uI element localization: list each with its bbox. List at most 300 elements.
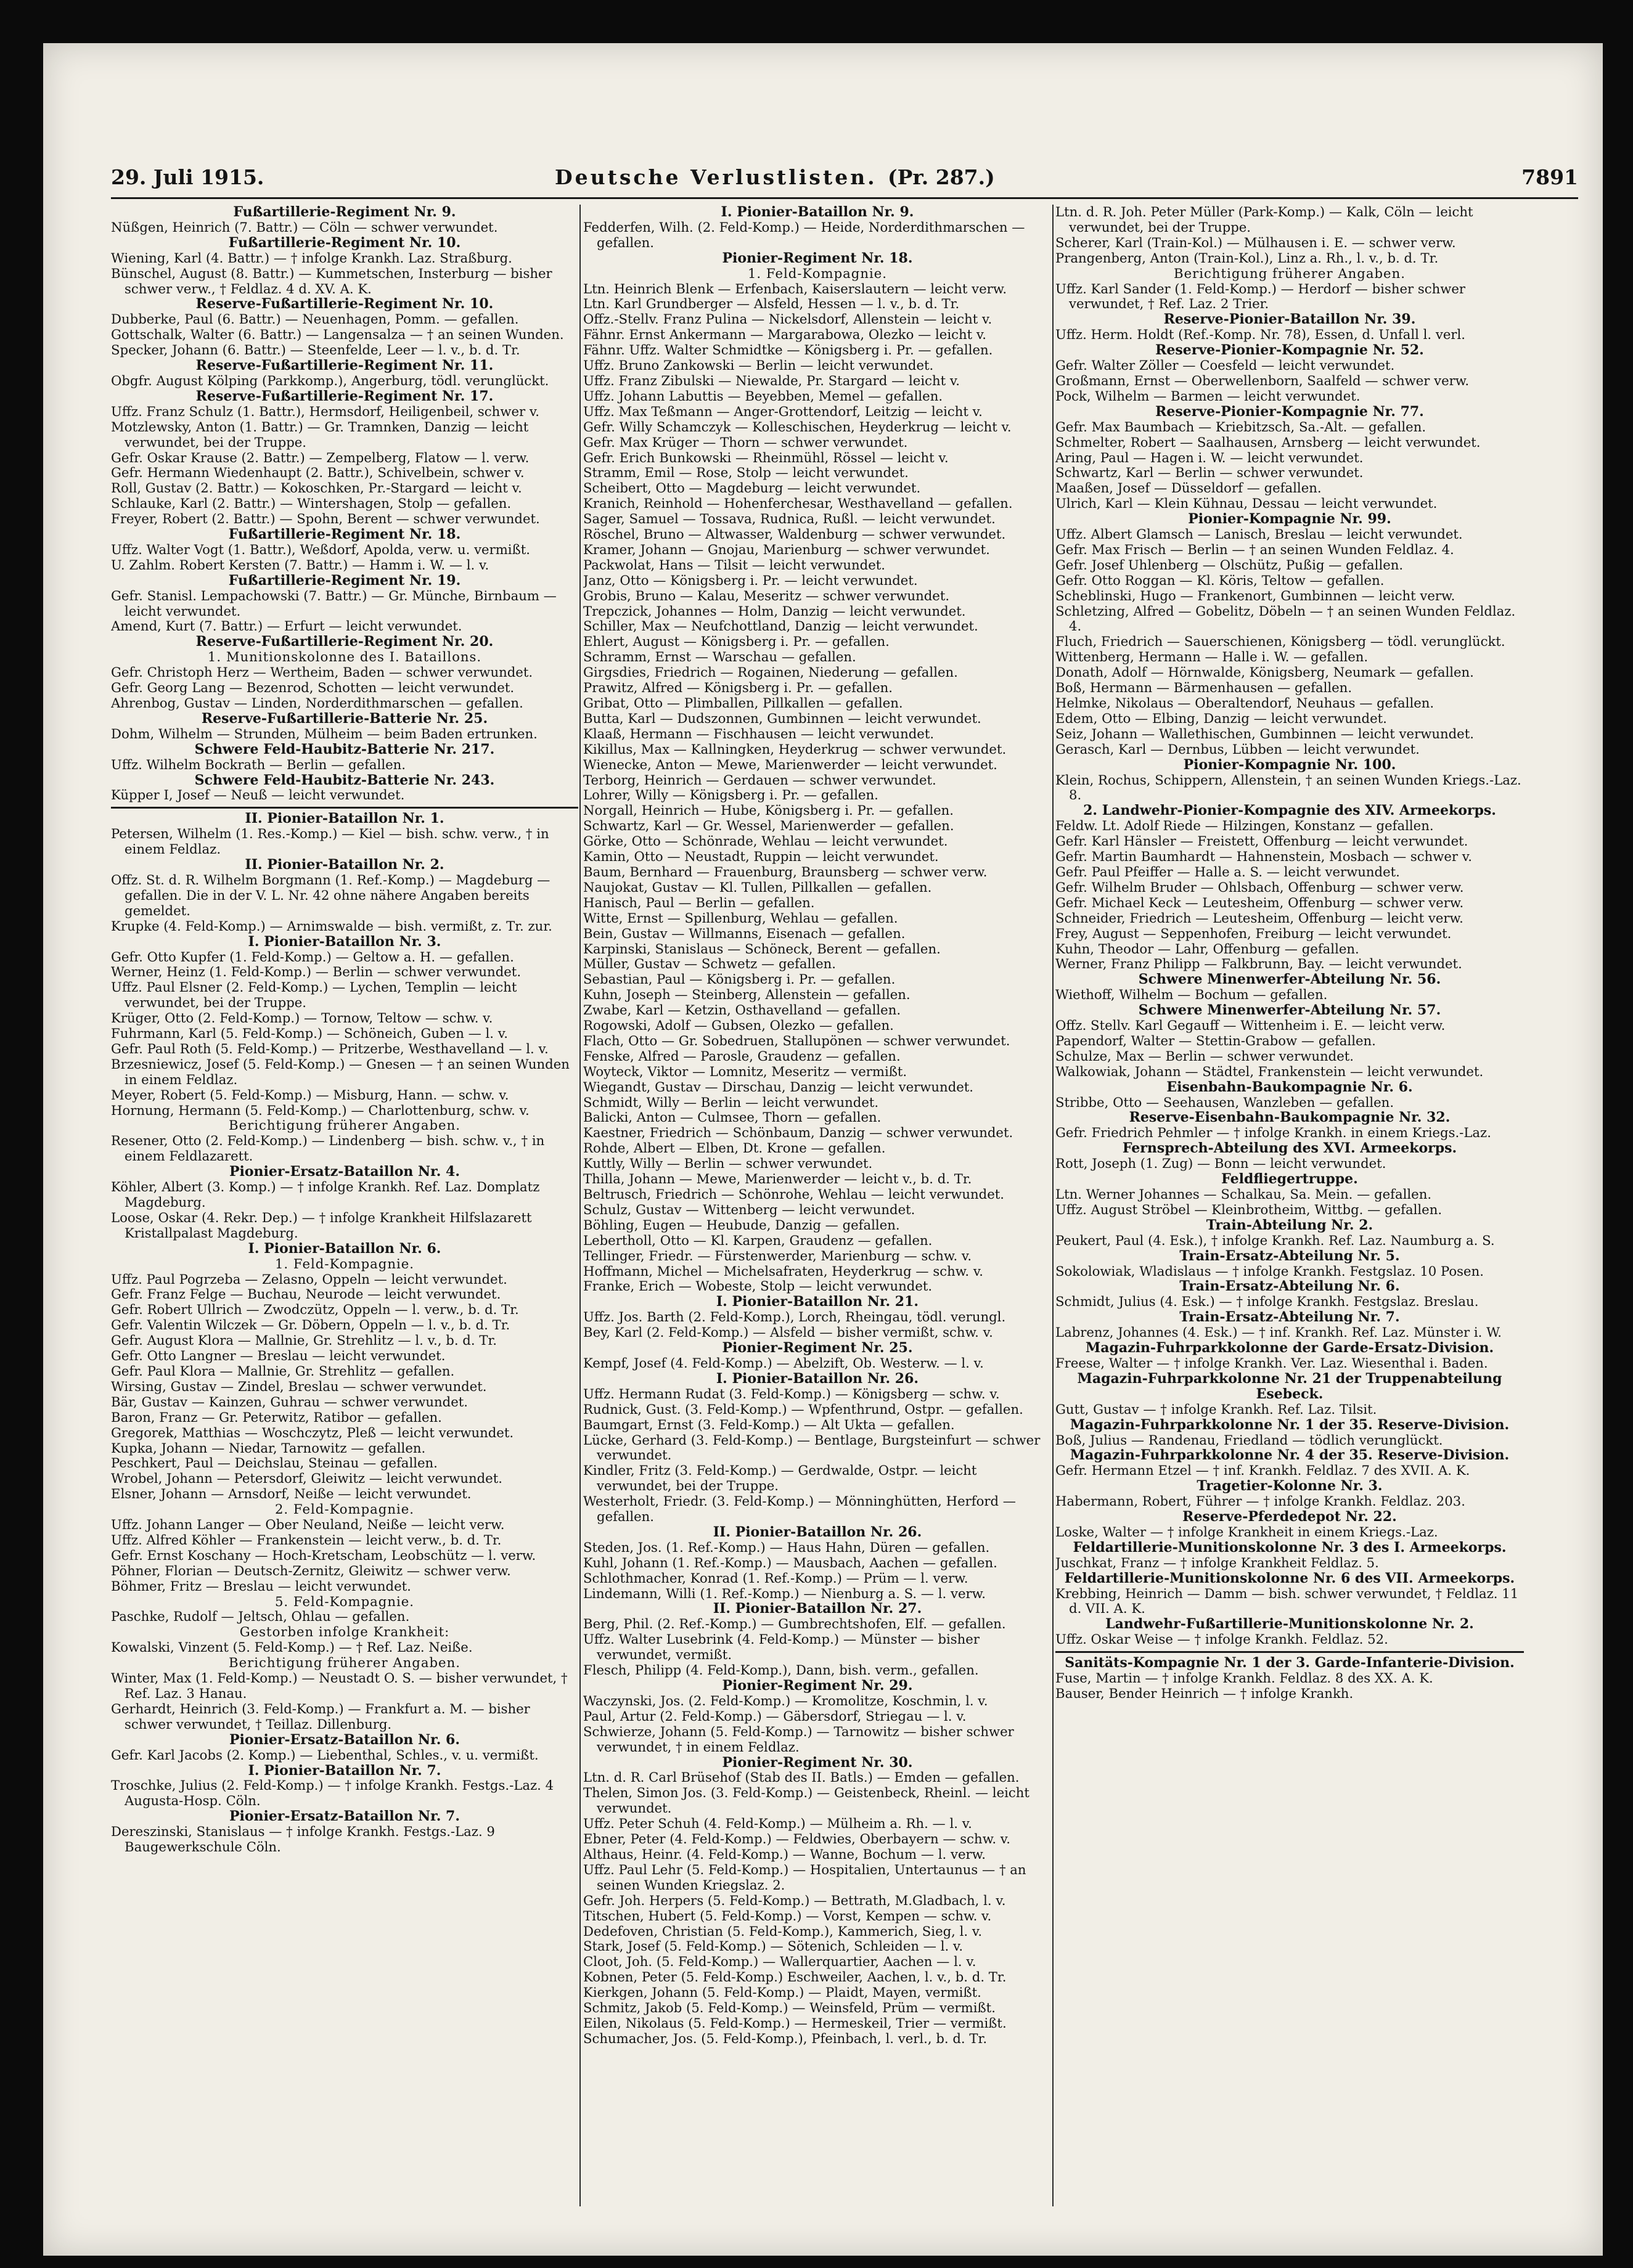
unit-heading: Magazin-Fuhrparkkolonne der Garde-Ersatz-Division. <box>1085 1340 1494 1356</box>
casualty-entry: Schwierze, Johann (5. Feld-Komp.) — Tarnowitz — bisher schwer verwundet, † in einem Feldlaz. <box>583 1723 1014 1755</box>
page-header <box>111 165 1578 194</box>
casualty-entry: Lebertholl, Otto — Kl. Karpen, Graudenz — gefallen. <box>583 1232 933 1248</box>
casualty-entry: Fedderfen, Wilh. (2. Feld-Komp.) — Heide, Norderdithmarschen — gefallen. <box>583 219 1025 250</box>
casualty-entry: Scherer, Karl (Train-Kol.) — Mülhausen i. E. — schwer verw. <box>1055 234 1456 250</box>
unit-heading: Reserve-Pionier-Kompagnie Nr. 52. <box>1155 342 1424 359</box>
casualty-entry: Uffz. Walter Lusebrink (4. Feld-Komp.) — Münster — bisher verwundet, vermißt. <box>583 1631 980 1663</box>
casualty-entry: Balicki, Anton — Culmsee, Thorn — gefallen. <box>583 1109 882 1125</box>
section-rule <box>111 807 578 809</box>
unit-heading: Pionier-Regiment Nr. 30. <box>722 1754 913 1771</box>
casualty-entry: Butta, Karl — Dudszonnen, Gumbinnen — leicht verwundet. <box>583 710 981 726</box>
casualty-entry: Gribat, Otto — Plimballen, Pillkallen — gefallen. <box>583 695 903 711</box>
casualty-entry: Uffz. Alfred Köhler — Frankenstein — leicht verw., b. d. Tr. <box>111 1532 502 1548</box>
casualty-entry: Scheblinski, Hugo — Frankenort, Gumbinnen — leicht verw. <box>1055 587 1455 603</box>
unit-heading: Pionier-Ersatz-Bataillon Nr. 6. <box>229 1731 460 1748</box>
casualty-entry: Schmitz, Jakob (5. Feld-Komp.) — Weinsfeld, Prüm — vermißt. <box>583 2000 996 2016</box>
casualty-entry: Schletzing, Alfred — Gobelitz, Döbeln — † an seinen Wunden Feldlaz. 4. <box>1055 603 1516 634</box>
casualty-entry: Gefr. Friedrich Pehmler — † infolge Krankh. in einem Kriegs.-Laz. <box>1055 1125 1491 1141</box>
unit-heading: II. Pionier-Bataillon Nr. 1. <box>245 810 444 827</box>
casualty-entry: Uffz. Max Teßmann — Anger-Grottendorf, Leitzig — leicht v. <box>583 403 983 419</box>
unit-heading: Magazin-Fuhrparkkolonne Nr. 4 der 35. Reserve-Division. <box>1070 1447 1510 1464</box>
casualty-entry: Werner, Franz Philipp — Falkbrunn, Bay. — leicht verwundet. <box>1055 956 1462 972</box>
casualty-entry: Gefr. Karl Hänsler — Freistett, Offenburg — leicht verwundet. <box>1055 833 1468 849</box>
column-1 <box>111 205 578 2206</box>
casualty-entry: Wirsing, Gustav — Zindel, Breslau — schwer verwundet. <box>111 1378 487 1394</box>
casualty-entry: Zwabe, Karl — Ketzin, Osthavelland — gefallen. <box>583 1002 901 1018</box>
casualty-entry: Ltn. d. R. Carl Brüsehof (Stab des II. Batls.) — Emden — gefallen. <box>583 1769 1020 1785</box>
unit-heading: Landwehr-Fußartillerie-Munitionskolonne Nr. 2. <box>1105 1616 1474 1633</box>
casualty-entry: Gutt, Gustav — † infolge Krankh. Ref. Laz. Tilsit. <box>1055 1401 1377 1417</box>
casualty-entry: Kamin, Otto — Neustadt, Ruppin — leicht verwundet. <box>583 849 939 865</box>
casualty-entry: Waczynski, Jos. (2. Feld-Komp.) — Kromolitze, Koschmin, l. v. <box>583 1692 988 1708</box>
unit-heading: Schwere Feld-Haubitz-Batterie Nr. 217. <box>194 741 495 757</box>
subheading: 1. Feld-Kompagnie. <box>274 1255 415 1271</box>
unit-heading: Reserve-Fußartillerie-Batterie Nr. 25. <box>201 710 488 727</box>
casualty-entry: Ehlert, August — Königsberg i. Pr. — gefallen. <box>583 634 890 650</box>
casualty-entry: Uffz. Jos. Barth (2. Feld-Komp.), Lorch, Rheingau, tödl. verungl. <box>583 1309 1006 1325</box>
casualty-entry: Petersen, Wilhelm (1. Res.-Komp.) — Kiel — bish. schw. verw., † in einem Feldlaz. <box>111 826 549 857</box>
casualty-entry: Gefr. Max Baumbach — Kriebitzsch, Sa.-Alt. — gefallen. <box>1055 418 1426 434</box>
casualty-entry: Boß, Hermann — Bärmenhausen — gefallen. <box>1055 680 1353 696</box>
casualty-entry: Bünschel, August (8. Battr.) — Kummetschen, Insterburg — bisher schwer verw., † Feldlaz. 4 d. XV. A. K. <box>111 265 552 296</box>
casualty-entry: Loske, Walter — † infolge Krankheit in einem Kriegs.-Laz. <box>1055 1524 1438 1540</box>
casualty-entry: Schwartz, Karl — Gr. Wessel, Marienwerder — gefallen. <box>583 818 954 834</box>
casualty-entry: Tellinger, Friedr. — Fürstenwerder, Marienburg — schw. v. <box>583 1247 972 1263</box>
unit-heading: II. Pionier-Bataillon Nr. 27. <box>713 1601 922 1617</box>
unit-heading: Tragetier-Kolonne Nr. 3. <box>1197 1478 1383 1495</box>
casualty-entry: Woyteck, Viktor — Lomnitz, Meseritz — vermißt. <box>583 1063 907 1079</box>
casualty-entry: Gefr. Robert Ullrich — Zwodczütz, Oppeln — l. verw., b. d. Tr. <box>111 1302 519 1318</box>
column-divider <box>1052 205 1054 2206</box>
unit-heading: Eisenbahn-Baukompagnie Nr. 6. <box>1166 1079 1413 1095</box>
casualty-entry: Dubberke, Paul (6. Battr.) — Neuenhagen, Pomm. — gefallen. <box>111 311 519 327</box>
subheading: 5. Feld-Kompagnie. <box>274 1593 415 1609</box>
casualty-entry: Gefr. Franz Felge — Buchau, Neurode — leicht verwundet. <box>111 1286 501 1302</box>
unit-heading: Pionier-Regiment Nr. 29. <box>722 1678 913 1694</box>
unit-heading: Schwere Minenwerfer-Abteilung Nr. 57. <box>1138 1002 1441 1019</box>
casualty-entry: Thelen, Simon Jos. (3. Feld-Komp.) — Geistenbeck, Rheinl. — leicht verwundet. <box>583 1785 1029 1816</box>
casualty-entry: Schlauke, Karl (2. Battr.) — Wintershagen, Stolp — gefallen. <box>111 496 512 512</box>
casualty-entry: Naujokat, Gustav — Kl. Tullen, Pillkallen — gefallen. <box>583 879 932 895</box>
casualty-entry: Stark, Josef (5. Feld-Komp.) — Sötenich, Schleiden — l. v. <box>583 1938 964 1954</box>
casualty-entry: Gefr. Walter Zöller — Coesfeld — leicht verwundet. <box>1055 357 1395 373</box>
casualty-entry: Franke, Erich — Wobeste, Stolp — leicht verwundet. <box>583 1278 933 1294</box>
casualty-entry: Seiz, Johann — Wallethischen, Gumbinnen — leicht verwundet. <box>1055 725 1474 741</box>
casualty-entry: Kempf, Josef (4. Feld-Komp.) — Abelzift, Ob. Westerw. — l. v. <box>583 1355 984 1371</box>
casualty-entry: Görke, Otto — Schönrade, Wehlau — leicht verwundet. <box>583 833 948 849</box>
casualty-entry: Dereszinski, Stanislaus — † infolge Krankh. Festgs.-Laz. 9 Baugewerkschule Cöln. <box>111 1824 495 1855</box>
casualty-entry: Uffz. Johann Langer — Ober Neuland, Neiße — leicht verw. <box>111 1517 505 1533</box>
subheading: Gestorben infolge Krankheit: <box>239 1624 450 1640</box>
casualty-entry: Gefr. Christoph Herz — Wertheim, Baden — schwer verwundet. <box>111 664 533 680</box>
casualty-entry: Schiller, Max — Neufchottland, Danzig — leicht verwundet. <box>583 618 978 634</box>
casualty-entry: Großmann, Ernst — Oberwellenborn, Saalfeld — schwer verw. <box>1055 372 1470 388</box>
casualty-entry: Gefr. Paul Klora — Mallnie, Gr. Strehlitz — gefallen. <box>111 1363 455 1379</box>
casualty-entry: Karpinski, Stanislaus — Schöneck, Berent — gefallen. <box>583 940 941 957</box>
casualty-entry: Packwolat, Hans — Tilsit — leicht verwundet. <box>583 557 885 573</box>
unit-heading: Fußartillerie-Regiment Nr. 18. <box>228 526 461 543</box>
casualty-entry: Gefr. Ernst Koschany — Hoch-Kretscham, Leobschütz — l. verw. <box>111 1547 536 1563</box>
unit-heading: Reserve-Pferdedepot Nr. 22. <box>1182 1509 1397 1525</box>
casualty-entry: Specker, Johann (6. Battr.) — Steenfelde, Leer — l. v., b. d. Tr. <box>111 342 520 358</box>
casualty-entry: Uffz. Herm. Holdt (Ref.-Komp. Nr. 78), Essen, d. Unfall l. verl. <box>1055 327 1466 343</box>
casualty-entry: Hoffmann, Michel — Michelsafraten, Heyderkrug — schw. v. <box>583 1263 984 1279</box>
casualty-entry: Trepczick, Johannes — Holm, Danzig — leicht verwundet. <box>583 603 966 619</box>
casualty-entry: Schmelter, Robert — Saalhausen, Arnsberg — leicht verwundet. <box>1055 434 1481 450</box>
casualty-entry: Peschkert, Paul — Deichslau, Steinau — gefallen. <box>111 1455 438 1471</box>
unit-heading: Train-Ersatz-Abteilung Nr. 6. <box>1179 1278 1400 1295</box>
unit-heading: Feldartillerie-Munitionskolonne Nr. 3 des I. Armeekorps. <box>1073 1539 1507 1556</box>
unit-heading: Fußartillerie-Regiment Nr. 10. <box>228 234 461 251</box>
casualty-entry: Brzesniewicz, Josef (5. Feld-Komp.) — Gnesen — † an seinen Wunden in einem Feldlaz. <box>111 1056 570 1087</box>
casualty-entry: Bein, Gustav — Willmanns, Eisenach — gefallen. <box>583 925 906 941</box>
unit-heading: Pionier-Regiment Nr. 25. <box>722 1340 913 1356</box>
casualty-entry: Ltn. d. R. Joh. Peter Müller (Park-Komp.) — Kalk, Cöln — leicht verwundet, bei der Truppe. <box>1055 205 1473 235</box>
casualty-entry: Schwartz, Karl — Berlin — schwer verwundet. <box>1055 465 1364 481</box>
casualty-entry: Uffz. Walter Vogt (1. Battr.), Weßdorf, Apolda, verw. u. vermißt. <box>111 541 530 557</box>
casualty-entry: Gefr. Michael Keck — Leutesheim, Offenburg — schwer verw. <box>1055 894 1464 910</box>
casualty-entry: Wrobel, Johann — Petersdorf, Gleiwitz — leicht verwundet. <box>111 1471 502 1487</box>
casualty-entry: Müller, Gustav — Schwetz — gefallen. <box>583 956 836 972</box>
casualty-entry: Elsner, Johann — Arnsdorf, Neiße — leicht verwundet. <box>111 1486 472 1502</box>
publication-title: Deutsche Verlustlisten. <box>555 165 877 189</box>
casualty-entry: Kranich, Reinhold — Hohenferchesar, Westhavelland — gefallen. <box>583 496 1013 512</box>
casualty-entry: Rohde, Albert — Elben, Dt. Krone — gefallen. <box>583 1140 886 1156</box>
casualty-entry: Gefr. Willy Schamczyk — Kolleschischen, Heyderkrug — leicht v. <box>583 418 1012 434</box>
casualty-entry: Norgall, Heinrich — Hube, Königsberg i. Pr. — gefallen. <box>583 802 954 818</box>
unit-heading: Magazin-Fuhrparkkolonne Nr. 1 der 35. Reserve-Division. <box>1070 1416 1510 1433</box>
casualty-entry: Rott, Joseph (1. Zug) — Bonn — leicht verwundet. <box>1055 1156 1386 1172</box>
casualty-entry: Donath, Adolf — Hörnwalde, Königsberg, Neumark — gefallen. <box>1055 664 1474 680</box>
casualty-entry: Ahrenbog, Gustav — Linden, Norderdithmarschen — gefallen. <box>111 695 523 711</box>
casualty-entry: Edem, Otto — Elbing, Danzig — leicht verwundet. <box>1055 710 1387 726</box>
casualty-entry: Gefr. Otto Roggan — Kl. Köris, Teltow — gefallen. <box>1055 572 1385 588</box>
casualty-entry: Labrenz, Johannes (4. Esk.) — † inf. Krankh. Ref. Laz. Münster i. W. <box>1055 1324 1502 1340</box>
casualty-entry: Rogowski, Adolf — Gubsen, Olezko — gefallen. <box>583 1018 894 1034</box>
unit-heading: Reserve-Fußartillerie-Regiment Nr. 10. <box>195 296 494 312</box>
unit-heading: Pionier-Kompagnie Nr. 99. <box>1188 511 1391 528</box>
casualty-entry: Uffz. Franz Zibulski — Niewalde, Pr. Stargard — leicht v. <box>583 372 960 388</box>
casualty-entry: Gefr. Karl Jacobs (2. Komp.) — Liebenthal, Schles., v. u. vermißt. <box>111 1747 539 1763</box>
casualty-entry: Uffz. Franz Schulz (1. Battr.), Hermsdorf, Heiligenbeil, schwer v. <box>111 403 540 419</box>
casualty-entry: Wiening, Karl (4. Battr.) — † infolge Krankh. Laz. Straßburg. <box>111 250 512 266</box>
casualty-entry: Baumgart, Ernst (3. Feld-Komp.) — Alt Ukta — gefallen. <box>583 1416 955 1432</box>
issue-date: 29. Juli 1915. <box>111 165 264 189</box>
casualty-entry: Werner, Heinz (1. Feld-Komp.) — Berlin — schwer verwundet. <box>111 964 522 980</box>
newspaper-page <box>43 43 1603 2256</box>
casualty-entry: Köhler, Albert (3. Komp.) — † infolge Krankh. Ref. Laz. Domplatz Magdeburg. <box>111 1179 540 1210</box>
unit-heading: Train-Abteilung Nr. 2. <box>1206 1217 1373 1233</box>
casualty-entry: Kupka, Johann — Niedar, Tarnowitz — gefallen. <box>111 1440 426 1456</box>
unit-heading: Reserve-Eisenbahn-Baukompagnie Nr. 32. <box>1129 1109 1451 1126</box>
casualty-entry: Freyer, Robert (2. Battr.) — Spohn, Berent — schwer verwundet. <box>111 511 540 527</box>
casualty-entry: Frey, August — Seppenhofen, Freiburg — leicht verwundet. <box>1055 925 1452 941</box>
unit-heading: Pionier-Regiment Nr. 18. <box>722 250 913 266</box>
unit-heading: Magazin-Fuhrparkkolonne Nr. 21 der Truppenabteilung Esebeck. <box>1077 1370 1502 1402</box>
unit-heading: 2. Landwehr-Pionier-Kompagnie des XIV. Armeekorps. <box>1083 802 1496 819</box>
casualty-entry: Winter, Max (1. Feld-Komp.) — Neustadt O. S. — bisher verwundet, † Ref. Laz. 3 Hanau. <box>111 1670 568 1701</box>
casualty-entry: Stribbe, Otto — Seehausen, Wanzleben — gefallen. <box>1055 1094 1394 1110</box>
casualty-entry: Hornung, Hermann (5. Feld-Komp.) — Charlottenburg, schw. v. <box>111 1102 530 1118</box>
casualty-entry: Uffz. Hermann Rudat (3. Feld-Komp.) — Königsberg — schw. v. <box>583 1385 1000 1401</box>
casualty-entry: Hanisch, Paul — Berlin — gefallen. <box>583 894 815 910</box>
casualty-entry: Kuhl, Johann (1. Ref.-Komp.) — Mausbach, Aachen — gefallen. <box>583 1554 997 1570</box>
casualty-entry: Uffz. Paul Elsner (2. Feld-Komp.) — Lychen, Templin — leicht verwundet, bei der Truppe. <box>111 979 517 1011</box>
unit-heading: Schwere Feld-Haubitz-Batterie Nr. 243. <box>194 772 495 788</box>
unit-heading: Schwere Minenwerfer-Abteilung Nr. 56. <box>1138 971 1441 988</box>
casualty-entry: Röschel, Bruno — Altwasser, Waldenburg — schwer verwundet. <box>583 526 1006 542</box>
casualty-entry: Gefr. Wilhelm Bruder — Ohlsbach, Offenburg — schwer verw. <box>1055 879 1464 895</box>
casualty-entry: Klein, Rochus, Schippern, Allenstein, † an seinen Wunden Kriegs.-Laz. 8. <box>1055 772 1521 803</box>
casualty-entry: Pöhner, Florian — Deutsch-Zernitz, Gleiwitz — schwer verw. <box>111 1562 511 1578</box>
unit-heading: Reserve-Fußartillerie-Regiment Nr. 20. <box>195 634 494 650</box>
casualty-entry: Thilla, Johann — Mewe, Marienwerder — leicht v., b. d. Tr. <box>583 1171 972 1187</box>
casualty-entry: Ltn. Werner Johannes — Schalkau, Sa. Mein. — gefallen. <box>1055 1186 1432 1202</box>
subheading: 2. Feld-Kompagnie. <box>274 1501 415 1517</box>
unit-heading: I. Pionier-Bataillon Nr. 21. <box>716 1294 919 1310</box>
casualty-entry: Kuhn, Theodor — Lahr, Offenburg — gefallen. <box>1055 940 1359 957</box>
casualty-entry: Uffz. Oskar Weise — † infolge Krankh. Feldlaz. 52. <box>1055 1631 1388 1647</box>
casualty-entry: Gerasch, Karl — Dernbus, Lübben — leicht verwundet. <box>1055 741 1420 757</box>
casualty-entry: Fluch, Friedrich — Sauerschienen, Königsberg — tödl. verunglückt. <box>1055 634 1505 650</box>
casualty-entry: Gefr. Oskar Krause (2. Battr.) — Zempelberg, Flatow — l. verw. <box>111 449 530 465</box>
unit-heading: Pionier-Kompagnie Nr. 100. <box>1183 756 1396 773</box>
casualty-entry: Freese, Walter — † infolge Krankh. Ver. Laz. Wiesenthal i. Baden. <box>1055 1355 1488 1371</box>
casualty-entry: Terborg, Heinrich — Gerdauen — schwer verwundet. <box>583 772 936 788</box>
subheading: 1. Munitionskolonne des I. Bataillons. <box>207 649 482 665</box>
column-2 <box>583 205 1052 2206</box>
casualty-entry: Fuhrmann, Karl (5. Feld-Komp.) — Schöneich, Guben — l. v. <box>111 1026 508 1042</box>
casualty-entry: Kowalski, Vinzent (5. Feld-Komp.) — † Ref. Laz. Neiße. <box>111 1639 473 1655</box>
casualty-entry: Uffz. Karl Sander (1. Feld-Komp.) — Herdorf — bisher schwer verwundet, † Ref. Laz. 2 Trier. <box>1055 280 1466 312</box>
casualty-entry: Girgsdies, Friedrich — Rogainen, Niederung — gefallen. <box>583 664 958 680</box>
column-3 <box>1055 205 1524 2206</box>
casualty-entry: Dohm, Wilhelm — Strunden, Mülheim — beim Baden ertrunken. <box>111 725 538 741</box>
casualty-entry: Ulrich, Karl — Klein Kühnau, Dessau — leicht verwundet. <box>1055 496 1438 512</box>
casualty-entry: Gefr. Joh. Herpers (5. Feld-Komp.) — Bettrath, M.Gladbach, l. v. <box>583 1892 1006 1908</box>
casualty-entry: Uffz. Peter Schuh (4. Feld-Komp.) — Mülheim a. Rh. — l. v. <box>583 1816 972 1832</box>
casualty-entry: Sebastian, Paul — Königsberg i. Pr. — gefallen. <box>583 971 896 987</box>
casualty-entry: Wienecke, Anton — Mewe, Marienwerder — leicht verwundet. <box>583 756 997 772</box>
unit-heading: Reserve-Pionier-Kompagnie Nr. 77. <box>1155 403 1424 420</box>
unit-heading: I. Pionier-Bataillon Nr. 7. <box>248 1762 441 1779</box>
casualty-entry: Obgfr. August Kölping (Parkkomp.), Angerburg, tödl. verunglückt. <box>111 372 549 388</box>
casualty-entry: Paschke, Rudolf — Jeltsch, Ohlau — gefallen. <box>111 1609 410 1625</box>
casualty-entry: Kindler, Fritz (3. Feld-Komp.) — Gerdwalde, Ostpr. — leicht verwundet, bei der Truppe. <box>583 1462 977 1494</box>
casualty-entry: Krebbing, Heinrich — Damm — bish. schwer verwundet, † Feldlaz. 11 d. VII. A. K. <box>1055 1585 1519 1617</box>
unit-heading: Pionier-Ersatz-Bataillon Nr. 7. <box>229 1808 460 1825</box>
casualty-entry: Bauser, Bender Heinrich — † infolge Krankh. <box>1055 1686 1354 1701</box>
casualty-entry: Janz, Otto — Königsberg i. Pr. — leicht verwundet. <box>583 572 918 588</box>
casualty-entry: Grobis, Bruno — Kalau, Meseritz — schwer verwundet. <box>583 587 950 603</box>
unit-heading: Train-Ersatz-Abteilung Nr. 5. <box>1179 1247 1400 1264</box>
unit-heading: Feldartillerie-Munitionskolonne Nr. 6 des VII. Armeekorps. <box>1064 1570 1515 1586</box>
casualty-entry: Kramer, Johann — Gnojau, Marienburg — schwer verwundet. <box>583 541 990 557</box>
header-rule <box>111 197 1578 199</box>
casualty-entry: Gefr. Hermann Wiedenhaupt (2. Battr.), Schivelbein, schwer v. <box>111 465 525 481</box>
unit-heading: Pionier-Ersatz-Bataillon Nr. 4. <box>229 1164 460 1180</box>
casualty-entry: Gefr. Hermann Etzel — † inf. Krankh. Feldlaz. 7 des XVII. A. K. <box>1055 1462 1470 1479</box>
casualty-entry: Lücke, Gerhard (3. Feld-Komp.) — Bentlage, Burgsteinfurt — schwer verwundet. <box>583 1432 1041 1463</box>
unit-heading: I. Pionier-Bataillon Nr. 9. <box>721 205 914 220</box>
casualty-entry: Scheibert, Otto — Magdeburg — leicht verwundet. <box>583 480 921 496</box>
casualty-entry: Ltn. Karl Grundberger — Alsfeld, Hessen — l. v., b. d. Tr. <box>583 296 960 312</box>
casualty-entry: Paul, Artur (2. Feld-Komp.) — Gäbersdorf, Striegau — l. v. <box>583 1708 967 1724</box>
casualty-entry: Loose, Oskar (4. Rekr. Dep.) — † infolge Krankheit Hilfslazarett Kristallpalast Magdeburg. <box>111 1209 532 1241</box>
casualty-entry: Uffz. Bruno Zankowski — Berlin — leicht verwundet. <box>583 357 934 373</box>
casualty-entry: Gefr. Max Krüger — Thorn — schwer verwundet. <box>583 434 908 450</box>
casualty-entry: Bär, Gustav — Kainzen, Guhrau — schwer verwundet. <box>111 1393 469 1409</box>
unit-heading: Fernsprech-Abteilung des XVI. Armeekorps. <box>1122 1140 1457 1157</box>
casualty-entry: Lindemann, Willi (1. Ref.-Komp.) — Nienburg a. S. — l. verw. <box>583 1585 986 1601</box>
subheading: Berichtigung früherer Angaben. <box>229 1655 460 1671</box>
casualty-entry: Schulze, Max — Berlin — schwer verwundet. <box>1055 1048 1354 1064</box>
casualty-entry: Westerholt, Friedr. (3. Feld-Komp.) — Mönninghütten, Herford — gefallen. <box>583 1493 1016 1525</box>
unit-heading: Reserve-Fußartillerie-Regiment Nr. 11. <box>195 357 494 374</box>
casualty-entry: Gefr. Paul Roth (5. Feld-Komp.) — Pritzerbe, Westhavelland — l. v. <box>111 1040 549 1056</box>
casualty-entry: Schmidt, Julius (4. Esk.) — † infolge Krankh. Festgslaz. Breslau. <box>1055 1294 1479 1310</box>
casualty-entry: Feldw. Lt. Adolf Riede — Hilzingen, Konstanz — gefallen. <box>1055 818 1434 834</box>
casualty-entry: Helmke, Nikolaus — Oberaltendorf, Neuhaus — gefallen. <box>1055 695 1435 711</box>
casualty-entry: Offz.-Stellv. Franz Pulina — Nickelsdorf, Allenstein — leicht v. <box>583 311 992 327</box>
casualty-entry: Meyer, Robert (5. Feld-Komp.) — Misburg, Hann. — schw. v. <box>111 1087 509 1103</box>
casualty-entry: Prawitz, Alfred — Königsberg i. Pr. — gefallen. <box>583 680 893 696</box>
casualty-entry: Schulz, Gustav — Wittenberg — leicht verwundet. <box>583 1201 915 1217</box>
casualty-entry: Fuse, Martin — † infolge Krankh. Feldlaz. 8 des XX. A. K. <box>1055 1670 1433 1686</box>
casualty-entry: Prangenberg, Anton (Train-Kol.), Linz a. Rh., l. v., b. d. Tr. <box>1055 250 1439 266</box>
casualty-entry: Gefr. August Klora — Mallnie, Gr. Strehlitz — l. v., b. d. Tr. <box>111 1332 497 1348</box>
casualty-entry: Ltn. Heinrich Blenk — Erfenbach, Kaiserslautern — leicht verw. <box>583 280 1007 296</box>
casualty-entry: Titschen, Hubert (5. Feld-Komp.) — Vorst, Kempen — schw. v. <box>583 1907 992 1923</box>
casualty-entry: Sager, Samuel — Tossava, Rudnica, Rußl. — leicht verwundet. <box>583 511 996 527</box>
casualty-entry: Schramm, Ernst — Warschau — gefallen. <box>583 649 856 665</box>
casualty-entry: Stramm, Emil — Rose, Stolp — leicht verwundet. <box>583 465 909 481</box>
casualty-entry: Schumacher, Jos. (5. Feld-Komp.), Pfeinbach, l. verl., b. d. Tr. <box>583 2030 988 2046</box>
unit-heading: Fußartillerie-Regiment Nr. 9. <box>233 205 456 220</box>
casualty-entry: Aring, Paul — Hagen i. W. — leicht verwundet. <box>1055 449 1364 465</box>
casualty-entry: Wiethoff, Wilhelm — Bochum — gefallen. <box>1055 987 1328 1003</box>
subheading: Berichtigung früherer Angaben. <box>1174 265 1406 281</box>
casualty-entry: Gerhardt, Heinrich (3. Feld-Komp.) — Frankfurt a. M. — bisher schwer verwundet, † Teillaz. Dillenburg. <box>111 1700 530 1732</box>
casualty-entry: Kikillus, Max — Kallningken, Heyderkrug — schwer verwundet. <box>583 741 1007 757</box>
casualty-entry: Uffz. Wilhelm Bockrath — Berlin — gefallen. <box>111 756 406 772</box>
casualty-entry: Kuhn, Joseph — Steinberg, Allenstein — gefallen. <box>583 987 911 1003</box>
casualty-entry: Uffz. Paul Lehr (5. Feld-Komp.) — Hospitalien, Untertaunus — † an seinen Wunden Kriegslaz. 2. <box>583 1861 1026 1893</box>
casualty-entry: Eilen, Nikolaus (5. Feld-Komp.) — Hermeskeil, Trier — vermißt. <box>583 2015 1007 2031</box>
unit-heading: Train-Ersatz-Abteilung Nr. 7. <box>1179 1309 1400 1326</box>
unit-heading: Reserve-Fußartillerie-Regiment Nr. 17. <box>195 388 494 404</box>
casualty-entry: Flach, Otto — Gr. Sobedruen, Stallupönen — schwer verwundet. <box>583 1032 1010 1048</box>
issue-number: (Pr. 287.) <box>888 165 995 189</box>
casualty-entry: Cloot, Joh. (5. Feld-Komp.) — Wallerquartier, Aachen — l. v. <box>583 1954 976 1970</box>
casualty-entry: Beltrusch, Friedrich — Schönrohe, Wehlau — leicht verwundet. <box>583 1186 1004 1202</box>
casualty-entry: Uffz. Albert Glamsch — Lanisch, Breslau — leicht verwundet. <box>1055 526 1463 542</box>
casualty-entry: Steden, Jos. (1. Ref.-Komp.) — Haus Hahn, Düren — gefallen. <box>583 1539 990 1555</box>
unit-heading: Feldfliegertruppe. <box>1221 1171 1358 1188</box>
casualty-entry: Gefr. Max Frisch — Berlin — † an seinen Wunden Feldlaz. 4. <box>1055 541 1454 557</box>
casualty-entry: Wittenberg, Hermann — Halle i. W. — gefallen. <box>1055 649 1369 665</box>
casualty-entry: Uffz. Johann Labuttis — Beyebben, Memel — gefallen. <box>583 388 943 404</box>
casualty-entry: Gefr. Georg Lang — Bezenrod, Schotten — leicht verwundet. <box>111 680 515 696</box>
casualty-entry: Lohrer, Willy — Königsberg i. Pr. — gefallen. <box>583 787 878 803</box>
casualty-entry: Rudnick, Gust. (3. Feld-Komp.) — Wpfenthrund, Ostpr. — gefallen. <box>583 1401 1023 1417</box>
casualty-entry: Gefr. Erich Bunkowski — Rheinmühl, Rössel — leicht v. <box>583 449 949 465</box>
casualty-entry: Krupke (4. Feld-Komp.) — Arnimswalde — bish. vermißt, z. Tr. zur. <box>111 918 552 934</box>
unit-heading: Sanitäts-Kompagnie Nr. 1 der 3. Garde-Infanterie-Division. <box>1065 1655 1515 1671</box>
casualty-entry: Baron, Franz — Gr. Peterwitz, Ratibor — gefallen. <box>111 1409 442 1425</box>
casualty-entry: Krüger, Otto (2. Feld-Komp.) — Tornow, Teltow — schw. v. <box>111 1010 493 1026</box>
casualty-entry: Gefr. Otto Kupfer (1. Feld-Komp.) — Geltow a. H. — gefallen. <box>111 948 514 965</box>
section-rule <box>1055 1651 1524 1653</box>
casualty-entry: Uffz. August Ströbel — Kleinbrotheim, Wittbg. — gefallen. <box>1055 1201 1443 1217</box>
column-divider <box>579 205 581 2206</box>
casualty-entry: Habermann, Robert, Führer — † infolge Krankh. Feldlaz. 203. <box>1055 1493 1465 1509</box>
casualty-entry: Pock, Wilhelm — Barmen — leicht verwundet. <box>1055 388 1361 404</box>
casualty-entry: Amend, Kurt (7. Battr.) — Erfurt — leicht verwundet. <box>111 618 462 634</box>
casualty-entry: Juschkat, Franz — † infolge Krankheit Feldlaz. 5. <box>1055 1554 1379 1570</box>
casualty-entry: Gefr. Josef Uhlenberg — Olschütz, Pußig — gefallen. <box>1055 557 1404 573</box>
casualty-entry: Offz. Stellv. Karl Gegauff — Wittenheim i. E. — leicht verw. <box>1055 1018 1446 1034</box>
unit-heading: I. Pionier-Bataillon Nr. 3. <box>248 933 441 950</box>
casualty-entry: Wiegandt, Gustav — Dirschau, Danzig — leicht verwundet. <box>583 1079 974 1095</box>
casualty-entry: Uffz. Paul Pogrzeba — Zelasno, Oppeln — leicht verwundet. <box>111 1271 507 1287</box>
casualty-entry: Küpper I, Josef — Neuß — leicht verwundet. <box>111 787 405 803</box>
casualty-entry: Gefr. Otto Langner — Breslau — leicht verwundet. <box>111 1348 446 1364</box>
casualty-entry: Gefr. Stanisl. Lempachowski (7. Battr.) — Gr. Münche, Birnbaum — leicht verwundet. <box>111 587 557 619</box>
unit-heading: I. Pionier-Bataillon Nr. 26. <box>716 1370 919 1387</box>
casualty-entry: Sokolowiak, Wladislaus — † infolge Krankh. Festgslaz. 10 Posen. <box>1055 1263 1484 1279</box>
unit-heading: Fußartillerie-Regiment Nr. 19. <box>228 572 461 589</box>
casualty-entry: Gefr. Martin Baumhardt — Hahnenstein, Mosbach — schwer v. <box>1055 849 1472 865</box>
casualty-entry: Flesch, Philipp (4. Feld-Komp.), Dann, bish. verm., gefallen. <box>583 1662 979 1678</box>
casualty-entry: Böhling, Eugen — Heubude, Danzig — gefallen. <box>583 1217 900 1233</box>
casualty-entry: Klaaß, Hermann — Fischhausen — leicht verwundet. <box>583 725 935 741</box>
casualty-entry: Boß, Julius — Randenau, Friedland — tödlich verunglückt. <box>1055 1432 1443 1448</box>
page-number: 7891 <box>1521 165 1578 189</box>
casualty-entry: Baum, Bernhard — Frauenburg, Braunsberg — schwer verw. <box>583 863 988 879</box>
casualty-entry: Berg, Phil. (2. Ref.-Komp.) — Gumbrechtshofen, Elf. — gefallen. <box>583 1616 1006 1632</box>
subheading: 1. Feld-Kompagnie. <box>747 265 888 281</box>
casualty-entry: Böhmer, Fritz — Breslau — leicht verwundet. <box>111 1578 411 1594</box>
casualty-entry: Schneider, Friedrich — Leutesheim, Offenburg — leicht verw. <box>1055 910 1463 926</box>
unit-heading: Reserve-Pionier-Bataillon Nr. 39. <box>1163 311 1416 328</box>
casualty-entry: Ebner, Peter (4. Feld-Komp.) — Feldwies, Oberbayern — schw. v. <box>583 1831 1010 1847</box>
casualty-entry: Papendorf, Walter — Stettin-Grabow — gefallen. <box>1055 1032 1376 1048</box>
casualty-entry: Schlothmacher, Konrad (1. Ref.-Komp.) — Prüm — l. verw. <box>583 1570 968 1586</box>
casualty-entry: Gottschalk, Walter (6. Battr.) — Langensalza — † an seinen Wunden. <box>111 327 564 343</box>
casualty-entry: Gefr. Paul Pfeiffer — Halle a. S. — leicht verwundet. <box>1055 863 1400 879</box>
casualty-entry: Gefr. Valentin Wilczek — Gr. Döbern, Oppeln — l. v., b. d. Tr. <box>111 1317 510 1333</box>
unit-heading: II. Pionier-Bataillon Nr. 26. <box>713 1524 922 1540</box>
casualty-entry: Maaßen, Josef — Düsseldorf — gefallen. <box>1055 480 1322 496</box>
casualty-entry: Motzlewsky, Anton (1. Battr.) — Gr. Tramnken, Danzig — leicht verwundet, bei der Truppe. <box>111 418 529 450</box>
casualty-entry: Peukert, Paul (4. Esk.), † infolge Krankh. Ref. Laz. Naumburg a. S. <box>1055 1232 1495 1248</box>
casualty-entry: Witte, Ernst — Spillenburg, Wehlau — gefallen. <box>583 910 898 926</box>
casualty-entry: Fähnr. Uffz. Walter Schmidtke — Königsberg i. Pr. — gefallen. <box>583 342 993 358</box>
casualty-entry: Kobnen, Peter (5. Feld-Komp.) Eschweiler, Aachen, l. v., b. d. Tr. <box>583 1969 1007 1985</box>
unit-heading: II. Pionier-Bataillon Nr. 2. <box>245 857 444 873</box>
subheading: Berichtigung früherer Angaben. <box>229 1117 460 1133</box>
casualty-entry: Kierkgen, Johann (5. Feld-Komp.) — Plaidt, Mayen, vermißt. <box>583 1985 981 2001</box>
casualty-entry: Kuttly, Willy — Berlin — schwer verwundet. <box>583 1156 873 1172</box>
casualty-entry: Althaus, Heinr. (4. Feld-Komp.) — Wanne, Bochum — l. verw. <box>583 1846 986 1862</box>
casualty-entry: Resener, Otto (2. Feld-Komp.) — Lindenberg — bish. schw. v., † in einem Feldlazarett. <box>111 1133 545 1164</box>
casualty-entry: Offz. St. d. R. Wilhelm Borgmann (1. Ref.-Komp.) — Magdeburg — gefallen. Die in der V. L. Nr. 42 ohne nähere Angaben bereits gemeldet. <box>111 871 550 918</box>
casualty-entry: Gregorek, Matthias — Woschczytz, Pleß — leicht verwundet. <box>111 1424 514 1440</box>
unit-heading: I. Pionier-Bataillon Nr. 6. <box>248 1240 441 1257</box>
casualty-entry: Roll, Gustav (2. Battr.) — Kokoschken, Pr.-Stargard — leicht v. <box>111 480 522 496</box>
casualty-entry: Bey, Karl (2. Feld-Komp.) — Alsfeld — bisher vermißt, schw. v. <box>583 1324 993 1340</box>
